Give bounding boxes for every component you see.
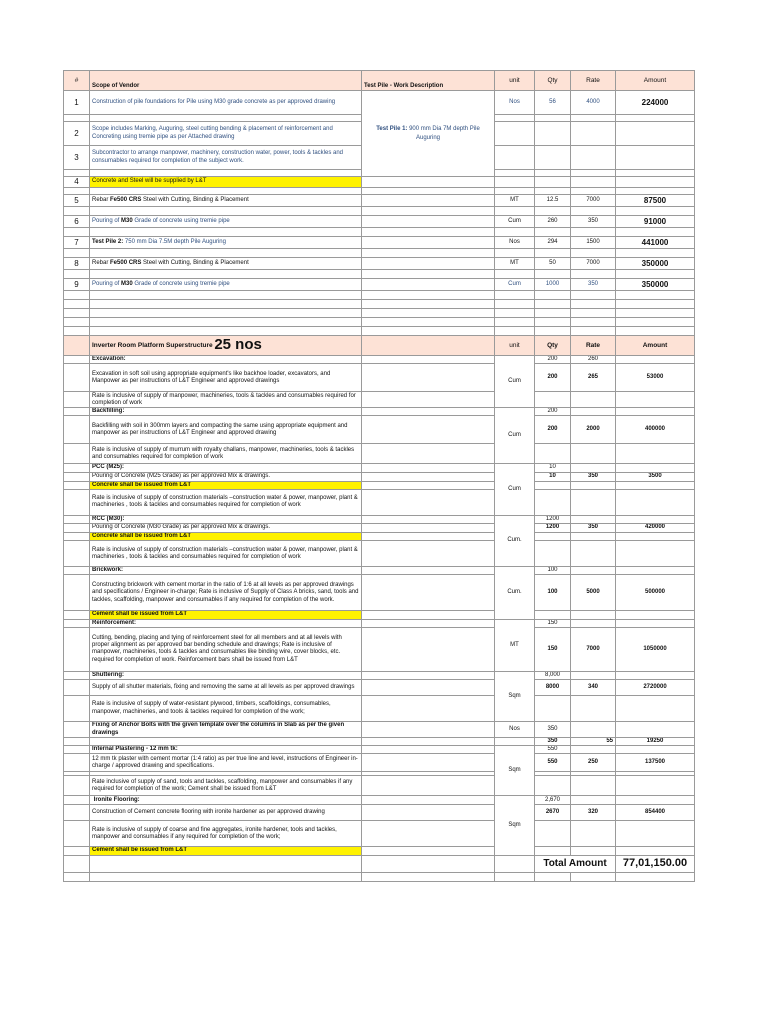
row-amount: 137500 bbox=[616, 754, 695, 772]
test-pile-text: 900 mm Dia 7M depth Pile Auguring bbox=[407, 125, 480, 141]
row-qty: 294 bbox=[535, 237, 571, 249]
row-amount: 350000 bbox=[616, 279, 695, 291]
row-no: 6 bbox=[64, 216, 90, 228]
item-desc: Supply of all shutter materials, fixing and removing the same at all levels as per approved drawings bbox=[90, 680, 362, 696]
col-amount-header: Amount bbox=[616, 71, 695, 91]
item-head: Excavation: bbox=[90, 356, 362, 364]
row-desc: Rebar Fe500 CRS Steel with Cutting, Binding & Placement bbox=[90, 258, 362, 270]
row-rate: 7000 bbox=[571, 627, 616, 671]
test-pile-label: Test Pile 1: bbox=[376, 125, 408, 132]
row-no: 3 bbox=[64, 146, 90, 170]
row-rate: 2000 bbox=[571, 416, 616, 444]
row-rate-raw: 260 bbox=[571, 356, 616, 364]
col-rate-header: Rate bbox=[571, 71, 616, 91]
row-qty: 100 bbox=[535, 575, 571, 611]
item-desc: Rate is inclusive of supply of murrum with royalty challans, manpower, machineries, tools & tackles and consumables required for completion of work bbox=[90, 444, 362, 464]
row-desc: Subcontractor to arrange manpower, machinery, construction water, power, tools & tackles and consumables required for completion of the subject work. bbox=[90, 146, 362, 170]
row-rate: 250 bbox=[571, 754, 616, 772]
col-amount-header: Amount bbox=[616, 336, 695, 356]
table-row bbox=[64, 195, 695, 207]
row-rate: 350 bbox=[571, 216, 616, 228]
row-unit: Cum bbox=[495, 279, 535, 291]
row-unit: Cum bbox=[495, 216, 535, 228]
section-title: Inverter Room Platform Superstructure 25 nos bbox=[90, 336, 362, 356]
row-desc: Pouring of M30 Grade of concrete using tremie pipe bbox=[90, 279, 362, 291]
row-qty-raw: 1200 bbox=[535, 515, 571, 523]
row-amount: 87500 bbox=[616, 195, 695, 207]
row-rate: 340 bbox=[571, 680, 616, 696]
row-qty-raw: 8,000 bbox=[535, 671, 571, 679]
row-unit: Sqm bbox=[495, 796, 535, 855]
boq-table bbox=[63, 70, 695, 882]
row-unit: Cum. bbox=[495, 567, 535, 619]
row-unit: MT bbox=[495, 258, 535, 270]
row-qty: 56 bbox=[535, 91, 571, 115]
row-qty: 1200 bbox=[535, 524, 571, 533]
row-amount: 500000 bbox=[616, 575, 695, 611]
row-amount: 400000 bbox=[616, 416, 695, 444]
row-rate: 265 bbox=[571, 364, 616, 392]
item-head: PCC (M25): bbox=[90, 464, 362, 472]
row-desc: Rebar Fe500 CRS Steel with Cutting, Binding & Placement bbox=[90, 195, 362, 207]
col-unit-header: unit bbox=[495, 336, 535, 356]
item-head: Shuttering: bbox=[90, 671, 362, 679]
row-unit: Nos bbox=[495, 237, 535, 249]
row-rate: 7000 bbox=[571, 195, 616, 207]
row-qty-raw: 350 bbox=[535, 722, 571, 738]
item-desc: Cutting, bending, placing and tying of reinforcement steel for all members and at all levels with proper alignment as per approved bar bending schedule and drawings; Rate is inclusive of manpower, machineries, tools & tackles and consumables like binding wire, cover blocks, etc. required for completion of work. Reinforcement bars shall be issued from L&T bbox=[90, 627, 362, 671]
total-amount: 77,01,150.00 bbox=[616, 855, 695, 872]
col-unit-header: unit bbox=[495, 71, 535, 91]
row-desc: Construction of pile foundations for Pile using M30 grade concrete as per approved drawing bbox=[90, 91, 362, 115]
row-rate: 7000 bbox=[571, 258, 616, 270]
boq-sheet bbox=[63, 70, 694, 882]
row-qty: 150 bbox=[535, 627, 571, 671]
section-header-row bbox=[64, 336, 695, 356]
row-rate: 320 bbox=[571, 805, 616, 821]
item-desc: Constructing brickwork with cement mortar in the ratio of 1:6 at all levels as per approved drawings and specifications / Engineer in-charge; Rate is inclusive of Supply of Class A bricks, sand, tools and tackles, scaffolding, manpower and consumables if any required for completion of the work. bbox=[90, 575, 362, 611]
col-rate-header: Rate bbox=[571, 336, 616, 356]
row-amount: 441000 bbox=[616, 237, 695, 249]
table-row bbox=[64, 279, 695, 291]
row-desc: Scope includes Marking, Auguring, steel cutting bending & placement of reinforcement and Concreting using tremie pipe as per Attached drawing bbox=[90, 122, 362, 146]
row-qty: 8000 bbox=[535, 680, 571, 696]
row-amount: 350000 bbox=[616, 258, 695, 270]
row-qty-raw: 10 bbox=[535, 464, 571, 472]
item-note-highlight: Concrete shall be issued from L&T bbox=[90, 481, 362, 489]
item-note-highlight: Concrete shall be issued from L&T bbox=[90, 533, 362, 541]
row-qty-raw: 2,670 bbox=[535, 796, 571, 805]
row-amount: 2720000 bbox=[616, 680, 695, 696]
col-qty-header: Qty bbox=[535, 336, 571, 356]
row-qty: 50 bbox=[535, 258, 571, 270]
row-no: 1 bbox=[64, 91, 90, 115]
item-desc: Rate is inclusive of supply of coarse and fine aggregates, ironite hardener, tools and tackles, manpower and consumables if any required for completion of the work; bbox=[90, 821, 362, 847]
row-no: 2 bbox=[64, 122, 90, 146]
row-qty-raw: 550 bbox=[535, 746, 571, 754]
row-amount: 3500 bbox=[616, 472, 695, 481]
table-row bbox=[64, 237, 695, 249]
item-desc: Rate inclusive of supply of sand, tools and tackles, scaffolding, manpower and consumables if any required for completion of the work; Cement shall be issued from L&T bbox=[90, 776, 362, 796]
row-qty: 350 bbox=[535, 738, 571, 746]
table-row bbox=[64, 91, 695, 115]
row-unit: MT bbox=[495, 619, 535, 671]
col-scope-header: Scope of Vendor bbox=[90, 71, 362, 91]
row-qty: 260 bbox=[535, 216, 571, 228]
row-no: 8 bbox=[64, 258, 90, 270]
item-desc: Rate is inclusive of supply of construction materials –construction water & power, manpower, plant & machineries , tools & tackles and consumables required for completion of work bbox=[90, 541, 362, 567]
row-desc: Test Pile 2: 750 mm Dia 7.5M depth Pile Auguring bbox=[90, 237, 362, 249]
row-no: 5 bbox=[64, 195, 90, 207]
row-qty: 200 bbox=[535, 416, 571, 444]
row-amount: 19250 bbox=[616, 738, 695, 746]
total-label: Total Amount bbox=[535, 855, 616, 872]
total-row bbox=[64, 855, 695, 872]
test-pile-desc bbox=[362, 91, 495, 177]
table-row bbox=[64, 216, 695, 228]
row-desc-highlight: Concrete and Steel will be supplied by L&T bbox=[90, 177, 362, 188]
item-desc: Pouring of Concrete (M25 Grade) as per approved Mix & drawings. bbox=[90, 472, 362, 481]
item-desc: Pouring of Concrete (M30 Grade) as per approved Mix & drawings. bbox=[90, 524, 362, 533]
row-qty: 12.5 bbox=[535, 195, 571, 207]
row-no: 7 bbox=[64, 237, 90, 249]
item-desc: Rate is inclusive of supply of water-resistant plywood, timbers, scaffoldings, consumables, manpower, machineries, and tools & tackles required for completion of the work; bbox=[90, 696, 362, 722]
row-qty: 1000 bbox=[535, 279, 571, 291]
row-qty-raw: 200 bbox=[535, 408, 571, 416]
row-desc: Pouring of M30 Grade of concrete using tremie pipe bbox=[90, 216, 362, 228]
row-unit: Cum bbox=[495, 408, 535, 464]
row-amount: 1050000 bbox=[616, 627, 695, 671]
row-amount: 91000 bbox=[616, 216, 695, 228]
row-rate: 350 bbox=[571, 524, 616, 533]
row-amount: 224000 bbox=[616, 91, 695, 115]
row-qty: 550 bbox=[535, 754, 571, 772]
row-no: 9 bbox=[64, 279, 90, 291]
row-unit: Nos bbox=[495, 722, 535, 738]
item-head: RCC (M30): bbox=[90, 515, 362, 523]
item-desc: Rate is inclusive of supply of construction materials –construction water & power, manpower, plant & machineries , tools & tackles and consumables required for completion of work bbox=[90, 489, 362, 515]
col-qty-header: Qty bbox=[535, 71, 571, 91]
item-desc: 12 mm tk plaster with cement mortar (1:4 ratio) as per true line and level, instructions of Engineer in-charge / approved drawing and specifications. bbox=[90, 754, 362, 772]
row-qty: 10 bbox=[535, 472, 571, 481]
table-row bbox=[64, 258, 695, 270]
row-unit: Nos bbox=[495, 91, 535, 115]
item-desc: Excavation in soft soil using appropriate equipment's like backhoe loader, excavators, and Manpower as per instructions of L&T Engineer and approved drawings bbox=[90, 364, 362, 392]
col-no-header: # bbox=[64, 71, 90, 91]
section-count: 25 nos bbox=[214, 335, 262, 353]
item-head: Internal Plastering - 12 mm tk: bbox=[90, 746, 362, 754]
row-unit: Cum. bbox=[495, 515, 535, 566]
table-row bbox=[64, 177, 695, 188]
row-rate: 350 bbox=[571, 472, 616, 481]
row-no: 4 bbox=[64, 177, 90, 188]
header-row bbox=[64, 71, 695, 91]
item-note-highlight: Cement shall be issued from L&T bbox=[90, 611, 362, 619]
row-amount: 854400 bbox=[616, 805, 695, 821]
row-qty-raw: 200 bbox=[535, 356, 571, 364]
row-qty: 200 bbox=[535, 364, 571, 392]
row-rate: 4000 bbox=[571, 91, 616, 115]
item-note-highlight: Cement shall be issued from L&T bbox=[90, 847, 362, 855]
item-head: Brickwork: bbox=[90, 567, 362, 575]
item-desc: Rate is inclusive of supply of manpower, machineries, tools & tackles and consumables required for completion of work bbox=[90, 392, 362, 408]
row-amount: 53000 bbox=[616, 364, 695, 392]
row-unit: Cum bbox=[495, 464, 535, 515]
item-desc: Backfilling with soil in 300mm layers and compacting the same using appropriate equipment and manpower as per instructions of L&T Engineer and approved drawing bbox=[90, 416, 362, 444]
row-rate: 350 bbox=[571, 279, 616, 291]
row-rate: 1500 bbox=[571, 237, 616, 249]
row-amount: 420000 bbox=[616, 524, 695, 533]
row-unit: Sqm bbox=[495, 746, 535, 796]
row-rate: 55 bbox=[571, 738, 616, 746]
item-head: Backfilling: bbox=[90, 408, 362, 416]
row-unit: MT bbox=[495, 195, 535, 207]
item-desc: Construction of Cement concrete flooring with ironite hardener as per approved drawing bbox=[90, 805, 362, 821]
col-testpile-header: Test Pile - Work Description bbox=[362, 71, 495, 91]
row-qty-raw: 100 bbox=[535, 567, 571, 575]
row-rate: 5000 bbox=[571, 575, 616, 611]
row-unit: Sqm bbox=[495, 671, 535, 721]
item-head: Reinforcement: bbox=[90, 619, 362, 627]
row-unit: Cum bbox=[495, 356, 535, 408]
item-desc: Fixing of Anchor Bolts with the given template over the columns in Slab as per the given drawings bbox=[90, 722, 362, 738]
row-qty: 2670 bbox=[535, 805, 571, 821]
row-qty-raw: 150 bbox=[535, 619, 571, 627]
item-head: Ironite Flooring: bbox=[90, 796, 362, 805]
